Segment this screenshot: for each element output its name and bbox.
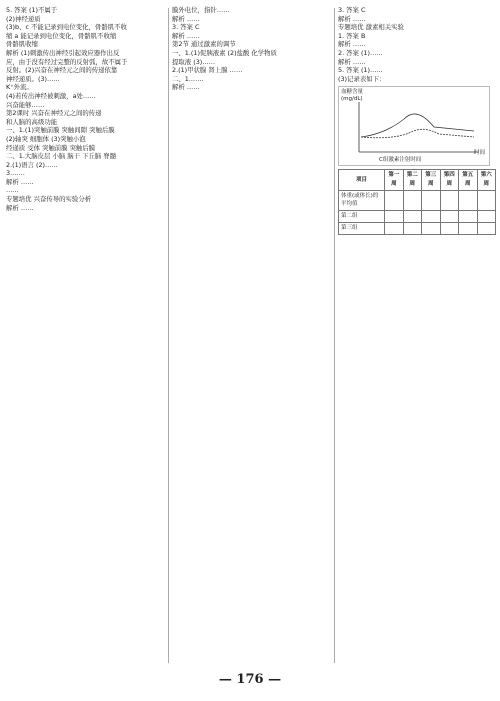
text-line: (3)记录表如下：: [338, 74, 386, 83]
text-line: 第2课时 兴奋在神经元之间的传递: [6, 109, 102, 118]
text-line: 解析 ……: [6, 177, 34, 186]
graph-y-unit: (mg/dL): [341, 96, 363, 103]
table-cell: [459, 222, 477, 234]
text-line: 解析 ……: [338, 14, 366, 23]
text-line: 3.……: [6, 169, 25, 178]
text-line: 神经递质。(3)……: [6, 74, 60, 83]
text-line: 和人脑的高级功能: [6, 117, 58, 126]
text-line: 缩 a 能记录到电位变化，骨骼肌不收缩: [6, 31, 117, 40]
table-header-cell: 第四周: [440, 170, 458, 190]
text-line: 第2节 通过激素的调节: [172, 40, 236, 49]
table-cell: [459, 190, 477, 210]
text-line: 解析 ……: [172, 14, 200, 23]
text-line: 解析 ……: [6, 203, 34, 212]
column-divider: [334, 8, 335, 663]
text-line: 二、1.……: [172, 74, 204, 83]
table-header-cell: 第三周: [422, 170, 440, 190]
text-line: 1. 答案 B: [338, 31, 366, 40]
column-divider: [168, 8, 169, 663]
text-line: 3. 答案 C: [338, 6, 366, 14]
text-line: 膜外电位，指针……: [172, 6, 230, 14]
table-cell: [477, 222, 496, 234]
text-line: 一、1.(1)突触前膜 突触间隙 突触后膜: [6, 126, 115, 135]
text-line: 骨骼肌收缩: [6, 40, 38, 49]
table-cell: [440, 222, 458, 234]
table-cell: [403, 222, 421, 234]
table-cell: [477, 210, 496, 222]
table-cell: [459, 210, 477, 222]
table-header-cell: 第二周: [403, 170, 421, 190]
table-row: [339, 190, 496, 210]
text-line: 专题培优 激素相关实验: [338, 23, 404, 32]
text-line: 解析 ……: [172, 31, 200, 40]
text-line: 3. 答案 C: [172, 23, 200, 32]
watermark-logo: [404, 671, 494, 695]
text-line: 专题培优 兴奋传导的实验分析: [6, 195, 92, 204]
text-line: (4)若传出神经被刺激，a处……: [6, 91, 96, 100]
graph-caption: C组激素注射时间: [379, 156, 422, 163]
table-cell: [403, 190, 421, 210]
record-table: [338, 169, 496, 234]
table-cell: [385, 222, 403, 234]
text-line: 2. 答案 (1)……: [338, 48, 383, 57]
table-cell: [403, 210, 421, 222]
table-cell: 第二组: [339, 210, 385, 222]
graph-title: 血糖含量: [341, 89, 364, 96]
table-cell: [440, 210, 458, 222]
text-line: 应，由于没有经过完整的反射弧，故不属于: [6, 57, 128, 66]
table-cell: [385, 210, 403, 222]
column-2: [172, 6, 332, 666]
text-line: 解析 ……: [338, 57, 366, 66]
table-cell: [440, 190, 458, 210]
text-line: 2.(1)语言 (2)……: [6, 160, 58, 169]
text-line: (2)神经递质: [6, 14, 41, 23]
table-cell: [477, 190, 496, 210]
table-cell: [422, 210, 440, 222]
column-3: [338, 6, 496, 666]
text-line: 反射。(2)兴奋在神经元之间的传递依靠: [6, 66, 118, 75]
text-line: 提取液 (3)……: [172, 57, 216, 66]
text-line: ……: [6, 186, 19, 195]
text-line: 兴奋能够……: [6, 100, 45, 109]
table-header-cell: 项目: [339, 170, 385, 190]
table-header-cell: 第六周: [477, 170, 496, 190]
table-cell: 体重(或体长)的平均值: [339, 190, 385, 210]
text-line: 一、1.(1)促胰液素 (2)盐酸 化学物质: [172, 48, 277, 57]
text-line: 解析 ……: [338, 40, 366, 49]
text-line: 经递质 受体 突触前膜 突触后膜: [6, 143, 96, 152]
text-line: (3)b、c 不能记录到电位变化，骨骼肌不收: [6, 23, 127, 32]
table-header-cell: 第一周: [385, 170, 403, 190]
text-line: K⁺外流。: [6, 83, 33, 92]
table-row: [339, 210, 496, 222]
blood-glucose-graph: [338, 86, 490, 166]
graph-x-label: 时间: [473, 149, 485, 156]
table-header-cell: 第五周: [459, 170, 477, 190]
text-line: (2)轴突 细胞体 (3)突触小泡: [6, 134, 86, 143]
table-cell: 第三组: [339, 222, 385, 234]
text-line: 5. 答案 (1)……: [338, 66, 383, 75]
table-cell: [422, 222, 440, 234]
text-line: 二、1.大脑皮层 小脑 脑干 下丘脑 脊髓: [6, 152, 117, 161]
table-row: [339, 222, 496, 234]
page-number: — 176 —: [218, 672, 282, 687]
column-1: [6, 6, 166, 666]
text-line: 5. 答案 (1)不属于: [6, 6, 58, 14]
table-cell: [385, 190, 403, 210]
text-line: 解析 ……: [172, 83, 200, 92]
text-line: 解析 (1)刺激传出神经引起效应器作出反: [6, 48, 120, 57]
text-line: 2.(1)甲状腺 肾上腺 ……: [172, 66, 243, 75]
table-cell: [422, 190, 440, 210]
